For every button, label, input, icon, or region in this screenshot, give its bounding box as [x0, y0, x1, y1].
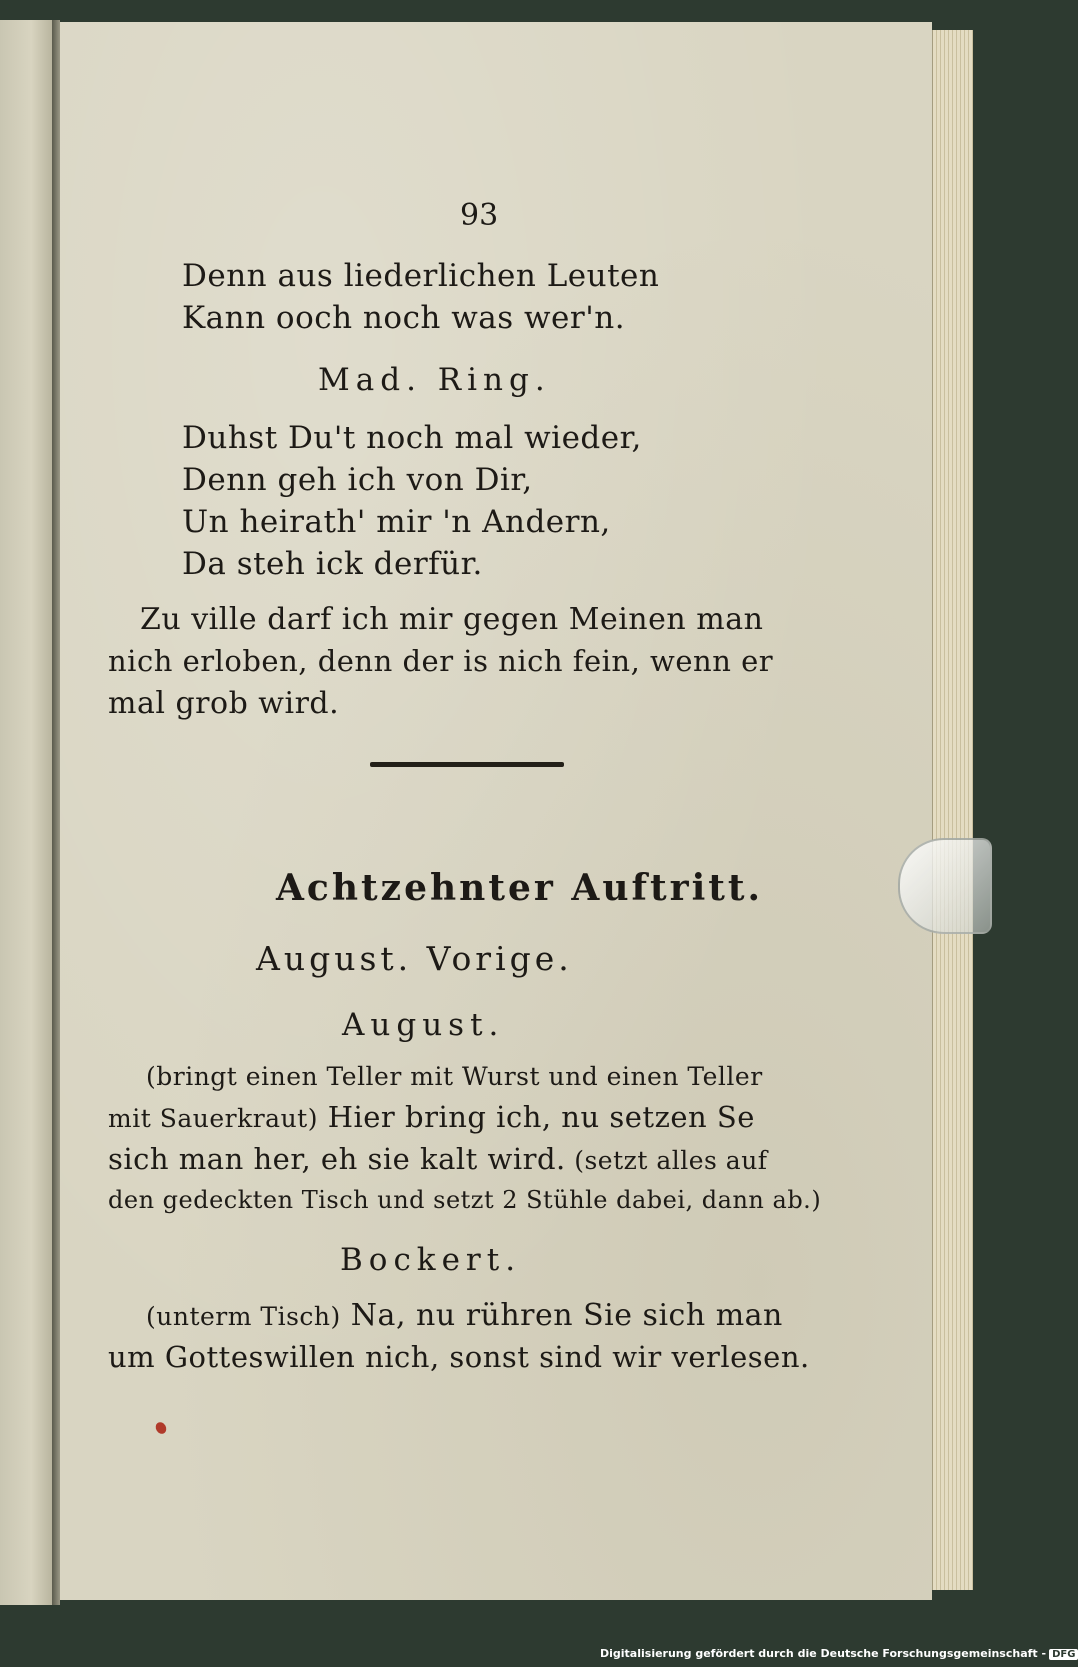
- speech-text: sich man her, eh sie kalt wird.: [108, 1142, 566, 1176]
- speech-line: [108, 1142, 768, 1176]
- page-clip: [898, 838, 992, 934]
- digitization-footer: [600, 1647, 1078, 1660]
- scene-characters: August. Vorige.: [256, 939, 573, 978]
- speech-text: Hier bring ich, nu setzen Se: [317, 1100, 755, 1134]
- verse-line: Denn geh ich von Dir,: [182, 462, 533, 498]
- prose-line: Zu ville darf ich mir gegen Meinen man: [140, 602, 764, 637]
- verse-line: Duhst Du't noch mal wieder,: [182, 420, 642, 456]
- footer-text: Digitalisierung gefördert durch die Deutsche Forschungsgemeinschaft -: [600, 1647, 1047, 1660]
- prose-line: nich erloben, denn der is nich fein, wenn er: [108, 644, 774, 678]
- verse-line: Kann ooch noch was wer'n.: [182, 300, 626, 336]
- page-number: 93: [460, 198, 499, 233]
- book-page: [60, 22, 932, 1600]
- stage-direction: (setzt alles auf: [565, 1146, 768, 1175]
- dfg-logo: DFG: [1049, 1649, 1078, 1660]
- speaker-name: August.: [342, 1007, 505, 1043]
- speech-text: Na, nu rühren Sie sich man: [340, 1298, 783, 1333]
- page-block-edges: [932, 30, 973, 1590]
- book-spine: [52, 20, 60, 1605]
- prose-line: mal grob wird.: [108, 686, 340, 721]
- speech-line: um Gotteswillen nich, sonst sind wir verlesen.: [108, 1340, 810, 1374]
- speaker-name: Bockert.: [340, 1242, 522, 1278]
- speaker-name: Mad. Ring.: [318, 362, 551, 398]
- stage-direction: (unterm Tisch): [146, 1302, 341, 1331]
- section-divider: [370, 762, 564, 767]
- speech-line: [146, 1298, 783, 1333]
- stage-direction: den gedeckten Tisch und setzt 2 Stühle dabei, dann ab.): [108, 1186, 822, 1214]
- verse-line: Da steh ick derfür.: [182, 546, 483, 582]
- speech-line: [108, 1100, 755, 1134]
- verse-line: Un heirath' mir 'n Andern,: [182, 504, 611, 540]
- stage-direction: (bringt einen Teller mit Wurst und einen Teller: [146, 1062, 763, 1091]
- ink-spot: [154, 1420, 169, 1435]
- verse-line: Denn aus liederlichen Leuten: [182, 258, 660, 294]
- scene-title: Achtzehnter Auftritt.: [276, 867, 764, 909]
- stage-direction: mit Sauerkraut): [108, 1104, 318, 1133]
- previous-page-edge: [0, 20, 54, 1605]
